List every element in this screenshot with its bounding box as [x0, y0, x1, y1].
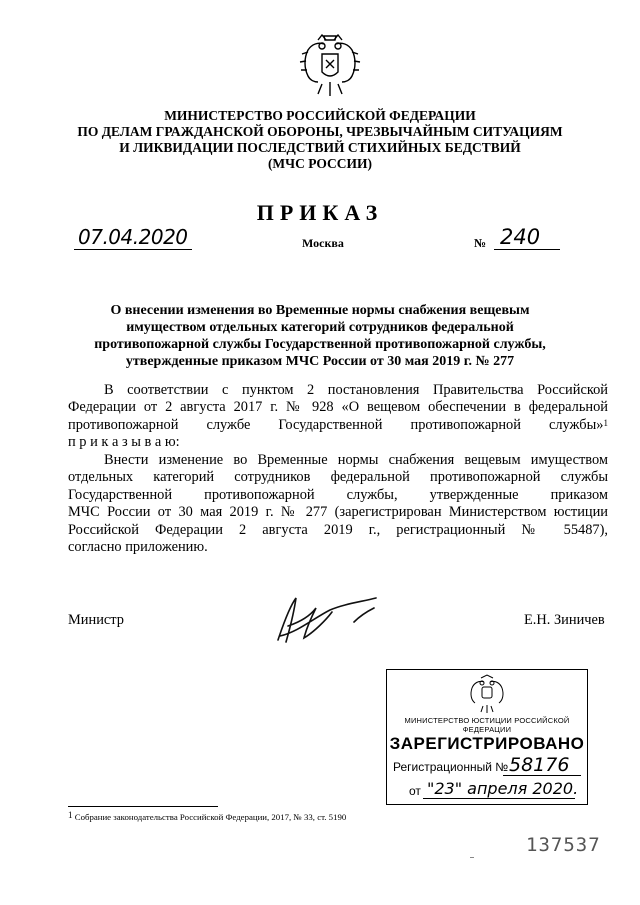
registration-stamp — [386, 669, 588, 805]
subject-line: имуществом отдельных категорий сотрудников федеральной — [126, 320, 514, 335]
order-number: 240 — [500, 225, 541, 249]
order-number-prefix: № — [474, 236, 487, 250]
body-line: МЧС России от 30 мая 2019 г. № 277 (зарегистрирован Министерством юстиции — [68, 504, 608, 521]
footnote-mark: 1 — [68, 810, 73, 820]
stamp-emblem-icon — [467, 674, 507, 714]
order-date: 07.04.2020 — [78, 225, 188, 249]
body-line: отдельных категорий сотрудников федеральной противопожарной службы — [68, 469, 608, 486]
body-line: Российской Федерации 2 августа 2019 г., регистрационный № 55487), — [68, 521, 608, 538]
ministry-header — [40, 108, 600, 172]
stamp-status: ЗАРЕГИСТРИРОВАНО — [389, 734, 585, 753]
number-underline — [494, 249, 560, 250]
subject-line: утвержденные приказом МЧС России от 30 мая 2019 г. № 277 — [125, 354, 515, 369]
russian-coat-of-arms-icon — [298, 32, 362, 102]
signatory-position: Министр — [68, 612, 124, 628]
footnote-ref: 1 — [603, 417, 608, 428]
ministry-line: МИНИСТЕРСТВО РОССИЙСКОЙ ФЕДЕРАЦИИ — [164, 108, 476, 123]
ministry-line: И ЛИКВИДАЦИИ ПОСЛЕДСТВИЙ СТИХИЙНЫХ БЕДСТВИЙ — [119, 140, 521, 155]
stamp-reg-label: Регистрационный № — [393, 760, 509, 774]
body-paragraph-1 — [68, 382, 608, 452]
subject-line: О внесении изменения во Временные нормы снабжения вещевым — [110, 303, 530, 318]
stamp-from-label: от — [409, 784, 421, 798]
footnote — [68, 812, 346, 822]
date-underline — [74, 249, 192, 250]
signatory-name: Е.Н. Зиничев — [524, 612, 605, 628]
order-city: Москва — [302, 236, 344, 250]
order-subject — [60, 302, 580, 370]
body-line: В соответствии с пунктом 2 постановления Правительства Российской — [104, 382, 608, 398]
stamp-reg-underline — [503, 775, 581, 776]
footnote-text: Собрание законодательства Российской Федерации, 2017, № 33, ст. 5190 — [74, 812, 347, 822]
ministry-line: ПО ДЕЛАМ ГРАЖДАНСКОЙ ОБОРОНЫ, ЧРЕЗВЫЧАЙНЫМ СИТУАЦИЯМ — [77, 124, 563, 139]
stamp-ministry: МИНИСТЕРСТВО ЮСТИЦИИ РОССИЙСКОЙ ФЕДЕРАЦИИ — [404, 716, 570, 734]
ministry-line: (МЧС РОССИИ) — [267, 156, 373, 171]
body-line: Государственной противопожарной службы, утвержденные приказом — [68, 486, 608, 503]
body-line: Внести изменение во Временные нормы снабжения вещевым имуществом — [104, 452, 608, 468]
command-word: п р и к а з ы в а ю: — [68, 434, 180, 451]
body-line: согласно приложению. — [68, 539, 208, 556]
order-title: ПРИКАЗ — [256, 200, 384, 225]
document-code: 137537 — [526, 834, 601, 856]
scan-mark — [470, 857, 474, 858]
stamp-reg-number: 58176 — [509, 754, 570, 776]
stamp-date-underline — [423, 798, 575, 799]
handwritten-signature-icon — [270, 592, 382, 648]
footnote-rule — [68, 806, 218, 807]
body-line: Федерации от 2 августа 2017 г. № 928 «О вещевом обеспечении в федеральной — [68, 399, 608, 416]
stamp-reg-date: "23" апреля 2020. — [427, 779, 579, 798]
body-line: противопожарной службе Государственной противопожарной службы»$^1$ — [68, 416, 608, 433]
body-paragraph-2 — [68, 452, 608, 556]
subject-line: противопожарной службы Государственной противопожарной службы, — [94, 337, 546, 352]
